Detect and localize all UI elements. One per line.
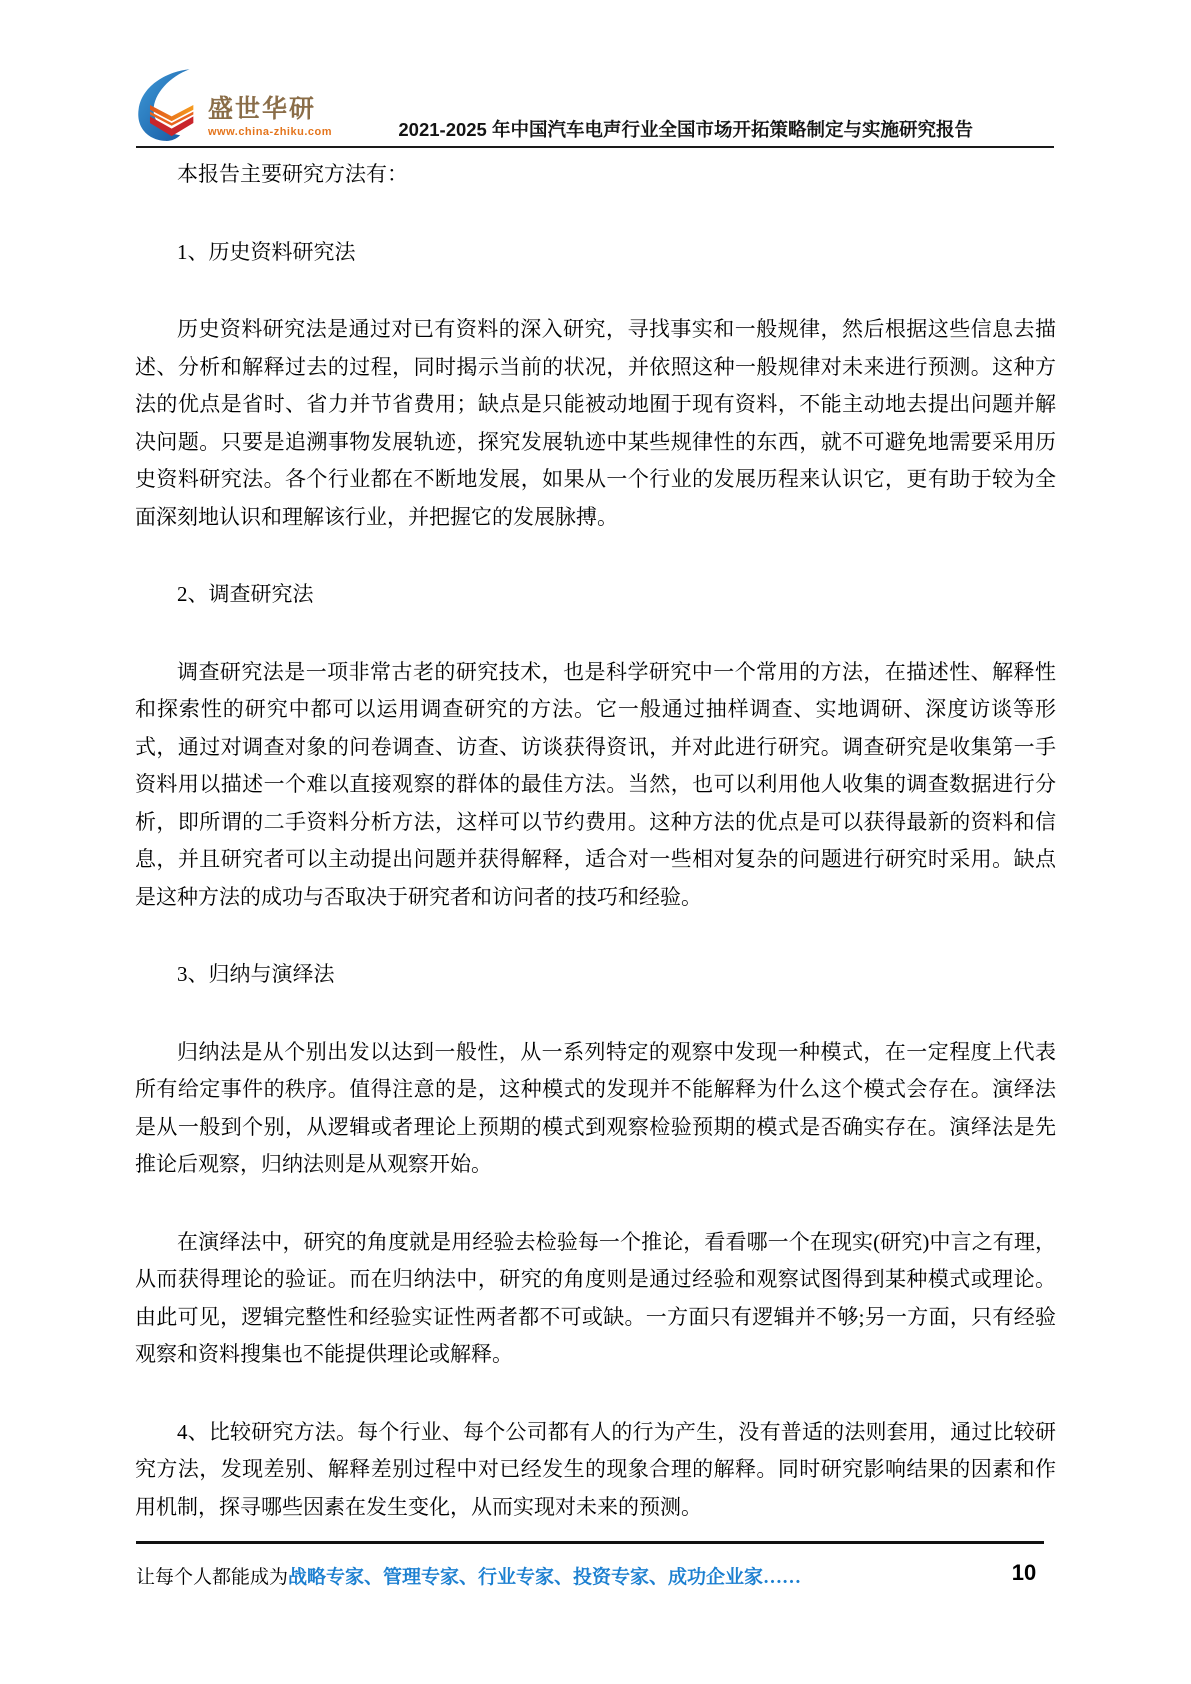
method-paragraph-4: 在演绎法中，研究的角度就是用经验去检验每一个推论，看看哪一个在现实(研究)中言之有理，从而获得理论的验证。而在归纳法中，研究的角度则是通过经验和观察试图得到某种模式或理论。由此可见，逻辑完整性和经验实证性两者都不可或缺。一方面只有逻辑并不够;另一方面，只有经验观察和资料搜集也不能提供理论或解释。: [135, 1229, 1056, 1366]
method-heading-1: 1、历史资料研究法: [177, 239, 356, 264]
footer-divider: [136, 1541, 1044, 1544]
logo-book-swoosh-icon: [133, 68, 199, 144]
report-body: [135, 156, 1056, 1526]
method-paragraph-1: 历史资料研究法是通过对已有资料的深入研究，寻找事实和一般规律，然后根据这些信息去描述、分析和解释过去的过程，同时揭示当前的状况，并依照这种一般规律对未来进行预测。这种方法的优点是省时、省力并节省费用；缺点是只能被动地囿于现有资料，不能主动地去提出问题并解决问题。只要是追溯事物发展轨迹，探究发展轨迹中某些规律性的东西，就不可避免地需要采用历史资料研究法。各个行业都在不断地发展，如果从一个行业的发展历程来认识它，更有助于较为全面深刻地认识和理解该行业，并把握它的发展脉搏。: [135, 317, 1056, 529]
page-number: 10: [1011, 1560, 1037, 1585]
header-divider: [136, 146, 1054, 148]
method-paragraph-3: 归纳法是从个别出发以达到一般性，从一系列特定的观察中发现一种模式，在一定程度上代表所有给定事件的秩序。值得注意的是，这种模式的发现并不能解释为什么这个模式会存在。演绎法是从一般到个别，从逻辑或者理论上预期的模式到观察检验预期的模式是否确实存在。演绎法是先推论后观察，归纳法则是从观察开始。: [135, 1039, 1056, 1176]
footer-slogan: [136, 1562, 801, 1589]
company-logo: [133, 68, 332, 144]
method-paragraph-5: 4、比较研究方法。每个行业、每个公司都有人的行为产生，没有普适的法则套用，通过比较研究方法，发现差别、解释差别过程中对已经发生的现象合理的解释。同时研究影响结果的因素和作用机制，探寻哪些因素在发生变化，从而实现对未来的预测。: [135, 1419, 1056, 1519]
method-paragraph-2: 调查研究法是一项非常古老的研究技术，也是科学研究中一个常用的方法，在描述性、解释性和探索性的研究中都可以运用调查研究的方法。它一般通过抽样调查、实地调研、深度访谈等形式，通过对调查对象的问卷调查、访查、访谈获得资讯，并对此进行研究。调查研究是收集第一手资料用以描述一个难以直接观察的群体的最佳方法。当然，也可以利用他人收集的调查数据进行分析，即所谓的二手资料分析方法，这样可以节约费用。这种方法的优点是可以获得最新的资料和信息，并且研究者可以主动提出问题并获得解释，适合对一些相对复杂的问题进行研究时采用。缺点是这种方法的成功与否取决于研究者和访问者的技巧和经验。: [135, 659, 1056, 909]
footer-slogan-prefix: 让每个人都能成为: [136, 1567, 289, 1588]
report-title: 2021-2025 年中国汽车电声行业全国市场开拓策略制定与实施研究报告: [398, 119, 973, 140]
intro-line: 本报告主要研究方法有：: [177, 162, 408, 186]
method-heading-2: 2、调查研究法: [177, 582, 314, 606]
method-heading-3: 3、归纳与演绎法: [177, 962, 335, 986]
logo-company-name: 盛世华研: [208, 94, 317, 123]
footer-slogan-highlight: 战略专家、管理专家、行业专家、投资专家、成功企业家……: [288, 1567, 802, 1588]
logo-website-url: www.china-zhiku.com: [208, 126, 332, 139]
